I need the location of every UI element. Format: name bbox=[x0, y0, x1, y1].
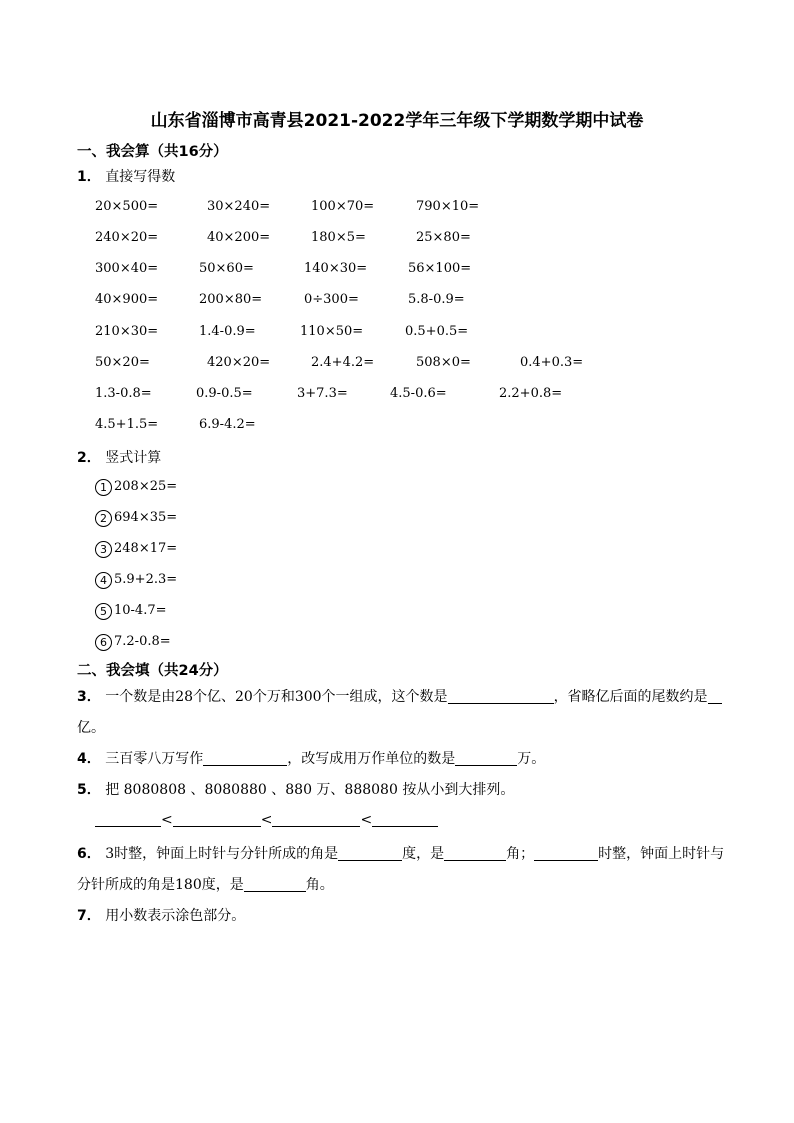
calc-item: 50×20= bbox=[95, 355, 150, 370]
section-heading-1: 一、我会算（共16分） bbox=[77, 144, 228, 160]
calc-item: 5.8-0.9= bbox=[408, 292, 465, 307]
question-number: 3． bbox=[77, 689, 101, 705]
vertical-calc-item bbox=[95, 479, 177, 496]
answer-blank[interactable] bbox=[95, 812, 161, 827]
calc-item: 25×80= bbox=[416, 230, 471, 245]
calc-expression: 7.2-0.8= bbox=[114, 634, 171, 649]
question-text: 万。 bbox=[517, 751, 546, 767]
calc-expression: 248×17= bbox=[114, 541, 178, 556]
calc-item: 200×80= bbox=[199, 292, 263, 307]
question-number: 6． bbox=[77, 846, 101, 862]
answer-blank[interactable] bbox=[534, 846, 598, 861]
vertical-calc-item bbox=[95, 541, 177, 558]
question-number: 2． bbox=[77, 450, 101, 466]
calc-item: 300×40= bbox=[95, 261, 159, 276]
answer-blank[interactable] bbox=[444, 846, 506, 861]
question-text: ，省略亿后面的尾数约是 bbox=[553, 689, 708, 705]
calc-item: 40×200= bbox=[207, 230, 271, 245]
calc-item: 6.9-4.2= bbox=[199, 417, 256, 432]
question-number: 7． bbox=[77, 908, 101, 924]
question-text: 三百零八万写作 bbox=[105, 751, 204, 767]
answer-blank[interactable] bbox=[272, 812, 360, 827]
calc-item: 240×20= bbox=[95, 230, 159, 245]
question-number: 4． bbox=[77, 751, 101, 767]
question-5 bbox=[77, 779, 514, 799]
vertical-calc-item bbox=[95, 510, 177, 527]
less-than-sign: < bbox=[161, 812, 173, 828]
vertical-calc-item bbox=[95, 634, 171, 651]
calc-item: 1.3-0.8= bbox=[95, 386, 152, 401]
question-text: 分针所成的角是180度，是 bbox=[77, 877, 244, 893]
question-3 bbox=[77, 686, 722, 706]
calc-item: 2.2+0.8= bbox=[499, 386, 563, 401]
calc-item: 4.5+1.5= bbox=[95, 417, 159, 432]
question-text: 竖式计算 bbox=[105, 450, 162, 466]
answer-blank[interactable] bbox=[203, 751, 287, 766]
ordering-blanks bbox=[95, 812, 438, 828]
calc-expression: 5.9+2.3= bbox=[114, 572, 178, 587]
calc-item: 180×5= bbox=[311, 230, 366, 245]
page-title: 山东省淄博市高青县2021-2022学年三年级下学期数学期中试卷 bbox=[150, 111, 644, 131]
calc-expression: 208×25= bbox=[114, 479, 178, 494]
answer-blank[interactable] bbox=[173, 812, 261, 827]
question-text: 直接写得数 bbox=[105, 169, 176, 185]
circled-number-icon: 3 bbox=[95, 541, 112, 558]
circled-number-icon: 4 bbox=[95, 572, 112, 589]
question-2-header bbox=[77, 447, 161, 467]
answer-blank[interactable] bbox=[338, 846, 402, 861]
question-3-continued bbox=[77, 717, 105, 737]
vertical-calc-item bbox=[95, 572, 177, 589]
question-text: 把 8080808 、8080880 、880 万、888080 按从小到大排列。 bbox=[105, 782, 515, 798]
calc-item: 56×100= bbox=[408, 261, 472, 276]
circled-number-icon: 2 bbox=[95, 510, 112, 527]
question-6-continued bbox=[77, 874, 334, 894]
calc-expression: 694×35= bbox=[114, 510, 178, 525]
calc-item: 20×500= bbox=[95, 199, 159, 214]
question-number: 5． bbox=[77, 782, 101, 798]
question-text: 用小数表示涂色部分。 bbox=[105, 908, 246, 924]
answer-blank[interactable] bbox=[448, 689, 554, 704]
question-text: 亿。 bbox=[77, 720, 105, 736]
calc-item: 4.5-0.6= bbox=[390, 386, 447, 401]
answer-blank[interactable] bbox=[455, 751, 517, 766]
calc-item: 3+7.3= bbox=[297, 386, 348, 401]
calc-item: 0.9-0.5= bbox=[196, 386, 253, 401]
question-text: 一个数是由28个亿、20个万和300个一组成，这个数是 bbox=[105, 689, 448, 705]
question-4 bbox=[77, 748, 545, 768]
calc-item: 100×70= bbox=[311, 199, 375, 214]
calc-item: 0÷300= bbox=[304, 292, 359, 307]
question-text: 时整，钟面上时针与 bbox=[598, 846, 725, 862]
section-heading-2: 二、我会填（共24分） bbox=[77, 663, 228, 679]
calc-item: 110×50= bbox=[300, 324, 364, 339]
calc-item: 210×30= bbox=[95, 324, 159, 339]
calc-item: 50×60= bbox=[199, 261, 254, 276]
answer-blank[interactable] bbox=[372, 812, 438, 827]
calc-item: 0.5+0.5= bbox=[405, 324, 469, 339]
question-text: 度，是 bbox=[402, 846, 445, 862]
calc-item: 30×240= bbox=[207, 199, 271, 214]
circled-number-icon: 5 bbox=[95, 603, 112, 620]
question-number: 1． bbox=[77, 169, 101, 185]
calc-item: 1.4-0.9= bbox=[199, 324, 256, 339]
calc-item: 508×0= bbox=[416, 355, 471, 370]
circled-number-icon: 6 bbox=[95, 634, 112, 651]
less-than-sign: < bbox=[360, 812, 373, 828]
calc-item: 140×30= bbox=[304, 261, 368, 276]
less-than-sign: < bbox=[260, 812, 273, 828]
question-text: 角； bbox=[506, 846, 535, 862]
vertical-calc-item bbox=[95, 603, 167, 620]
calc-item: 0.4+0.3= bbox=[520, 355, 584, 370]
question-6 bbox=[77, 843, 724, 863]
calc-item: 420×20= bbox=[207, 355, 271, 370]
calc-expression: 10-4.7= bbox=[114, 603, 167, 618]
question-7 bbox=[77, 905, 245, 925]
calc-item: 40×900= bbox=[95, 292, 159, 307]
circled-number-icon: 1 bbox=[95, 479, 112, 496]
question-text: 3时整，钟面上时针与分针所成的角是 bbox=[105, 846, 339, 862]
calc-item: 2.4+4.2= bbox=[311, 355, 375, 370]
answer-blank[interactable] bbox=[244, 877, 306, 892]
question-1-header bbox=[77, 166, 175, 186]
question-text: 角。 bbox=[305, 877, 334, 893]
question-text: ，改写成用万作单位的数是 bbox=[287, 751, 456, 767]
calc-item: 790×10= bbox=[416, 199, 480, 214]
answer-blank[interactable] bbox=[708, 689, 722, 704]
